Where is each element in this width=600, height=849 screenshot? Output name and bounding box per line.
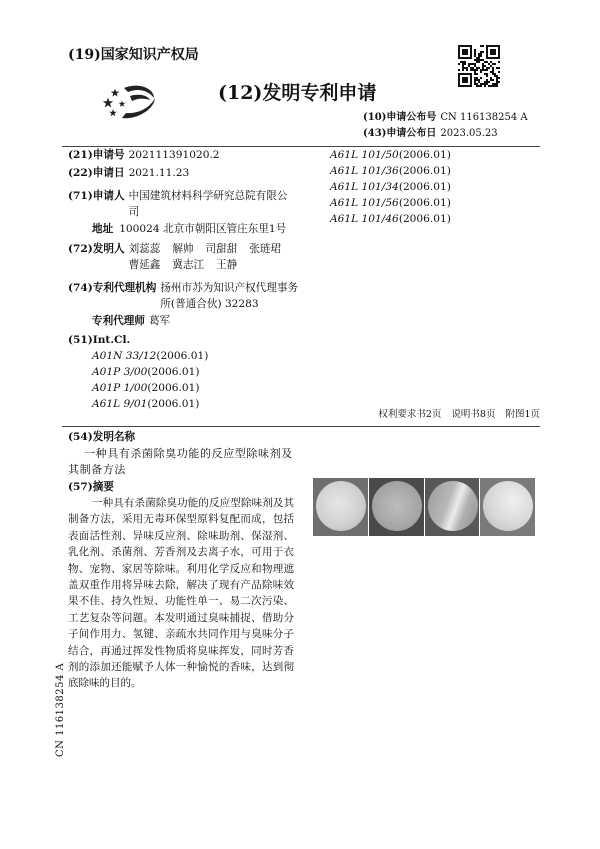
int-cl-code: A61L 101/46 (330, 213, 399, 225)
petri-dish (372, 481, 422, 531)
inventor-name: 曹延鑫 (128, 259, 161, 271)
int-cl-item (92, 348, 208, 364)
abstract-label: (57)摘要 (68, 481, 114, 493)
publication-number-label: (10)申请公布号 (363, 112, 437, 123)
int-cl-heading (68, 332, 130, 348)
int-cl-item (330, 195, 451, 211)
agency-row (68, 280, 298, 312)
publication-date-row (363, 127, 498, 141)
int-cl-code: A61L 9/01 (92, 398, 148, 410)
inventor-name: 王静 (216, 259, 238, 271)
applicant-label: (71)申请人 (68, 190, 125, 202)
petri-dish (483, 481, 533, 531)
petri-dish-photo (480, 478, 535, 536)
application-date: 2021.11.23 (128, 167, 190, 179)
int-cl-label: (51)Int.Cl. (68, 334, 131, 346)
agency: 扬州市苏为知识产权代理事务所(普通合伙) 32283 (160, 282, 299, 310)
publication-number-row (363, 111, 528, 125)
agent-row (92, 313, 170, 329)
address: 100024 北京市朝阳区管庄东里1号 (119, 223, 287, 235)
int-cl-version: (2006.01) (398, 213, 451, 225)
petri-dish (428, 481, 478, 531)
petri-dish-photo (425, 478, 480, 536)
int-cl-code: A01P 1/00 (92, 382, 148, 394)
section-divider (62, 426, 540, 427)
inventor-name: 解帅 (172, 243, 194, 255)
int-cl-item (92, 364, 200, 380)
int-cl-item (92, 380, 200, 396)
inventor-name: 司甜甜 (205, 243, 238, 255)
office-name: (19)国家知识产权局 (68, 47, 199, 63)
address-label: 地址 (92, 223, 114, 235)
agent-label: 专利代理师 (92, 315, 145, 327)
publication-number: CN 116138254 A (440, 112, 528, 123)
petri-dish-photo (369, 478, 424, 536)
int-cl-code: A01P 3/00 (92, 366, 148, 378)
publication-date-label: (43)申请公布日 (363, 128, 437, 139)
petri-dish-photo (313, 478, 368, 536)
int-cl-version: (2006.01) (398, 181, 451, 193)
applicant: 中国建筑材料科学研究总院有限公司 (128, 190, 288, 218)
application-date-row (68, 165, 189, 181)
inventors-label: (72)发明人 (68, 243, 125, 255)
claims-pages: 权利要求书2页 (378, 409, 442, 420)
int-cl-version: (2006.01) (398, 149, 451, 161)
int-cl-version: (2006.01) (156, 350, 209, 362)
title-heading (68, 429, 135, 445)
document-type: (12)发明专利申请 (218, 82, 377, 104)
agency-label: (74)专利代理机构 (68, 282, 157, 294)
int-cl-item (92, 396, 199, 412)
qr-code (458, 45, 500, 87)
int-cl-version: (2006.01) (147, 398, 200, 410)
cnipa-logo (100, 82, 156, 120)
int-cl-version: (2006.01) (147, 382, 200, 394)
int-cl-item (330, 147, 451, 163)
address-row (92, 221, 286, 237)
int-cl-code: A61L 101/34 (330, 181, 399, 193)
petri-dish (316, 481, 366, 531)
title-label: (54)发明名称 (68, 431, 136, 443)
application-number-label: (21)申请号 (68, 149, 125, 161)
int-cl-code: A61L 101/56 (330, 197, 399, 209)
drawings-pages: 附图1页 (505, 409, 540, 420)
invention-title: 一种具有杀菌除臭功能的反应型除味剂及其制备方法 (68, 447, 293, 476)
int-cl-item (330, 211, 451, 227)
description-pages: 说明书8页 (451, 409, 496, 420)
page-counts (368, 408, 540, 422)
int-cl-version: (2006.01) (398, 165, 451, 177)
application-number-row (68, 147, 220, 163)
application-number: 202111391020.2 (128, 149, 220, 161)
abstract-text: 一种具有杀菌除臭功能的反应型除味剂及其制备方法，采用无毒环保型原料复配而成，包括表面活性剂、异味反应剂、除味助剂、保湿剂、乳化剂、杀菌剂、芳香剂及去离子水，可用于衣物、宠物、家居等除味。利用化学反应和物理遮盖双重作用将异味去除，解决了现有产品除味效果不佳、持久性短、功能性单一、易二次污染、工艺复杂等问题。本发明通过臭味捕捉、借助分子间作用力、氢键、亲疏水共同作用与臭味分子结合，再通过挥发性物质将臭味挥发，同时芳香剂的添加还能赋予人体一种愉悦的香味，达到彻底除味的目的。 (68, 497, 294, 690)
inventor-name: 刘蕊蕊 (128, 243, 161, 255)
abstract-figure (313, 478, 535, 536)
int-cl-code: A01N 33/12 (92, 350, 157, 362)
inventors-row (68, 241, 307, 273)
int-cl-version: (2006.01) (147, 366, 200, 378)
inventor-name: 冀志江 (172, 259, 205, 271)
agent: 葛军 (148, 315, 171, 327)
int-cl-code: A61L 101/50 (330, 149, 399, 161)
int-cl-version: (2006.01) (398, 197, 451, 209)
int-cl-code: A61L 101/36 (330, 165, 399, 177)
inventor-name: 张琏珺 (249, 243, 282, 255)
int-cl-item (330, 179, 451, 195)
inventors-list (129, 241, 307, 273)
abstract-heading (68, 479, 114, 495)
applicant-row (68, 188, 292, 220)
side-publication-number: CN 116138254 A (55, 662, 66, 757)
publication-date: 2023.05.23 (440, 128, 498, 139)
int-cl-item (330, 163, 451, 179)
application-date-label: (22)申请日 (68, 167, 125, 179)
